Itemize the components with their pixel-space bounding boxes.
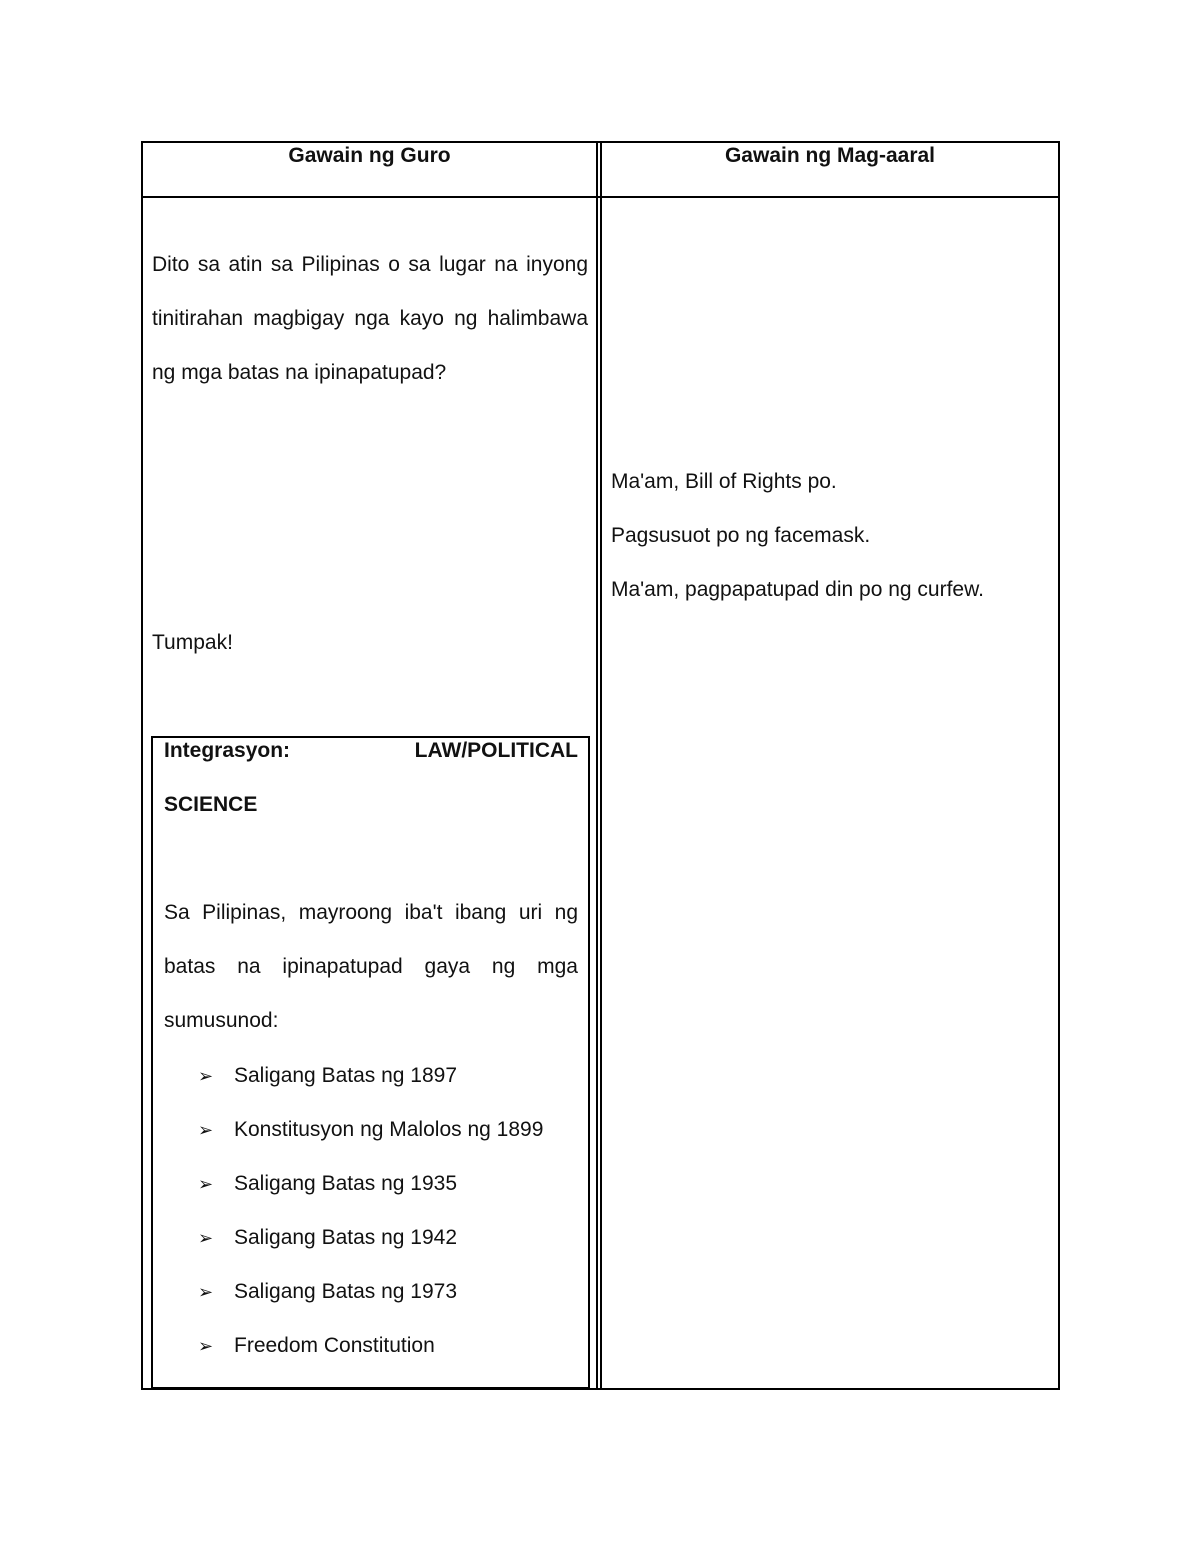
- integration-topic: LAW/POLITICAL: [414, 739, 578, 762]
- column-divider: [600, 141, 602, 1390]
- arrow-bullet-icon: ➢: [198, 1120, 214, 1140]
- header-teacher-activity: Gawain ng Guro: [288, 144, 451, 167]
- integration-title: [164, 724, 578, 832]
- integration-topic-cont: SCIENCE: [164, 793, 258, 816]
- header-student-activity: Gawain ng Mag-aaral: [724, 144, 936, 167]
- list-item: ➢ Konstitusyon ng Malolos ng 1899: [198, 1103, 543, 1157]
- student-answer-3: Ma'am, pagpapatupad din po ng curfew.: [611, 578, 984, 601]
- law-list: [198, 1049, 543, 1373]
- list-item: ➢ Saligang Batas ng 1935: [198, 1157, 543, 1211]
- arrow-bullet-icon: ➢: [198, 1228, 214, 1248]
- arrow-bullet-icon: ➢: [198, 1066, 214, 1086]
- arrow-bullet-icon: ➢: [198, 1282, 214, 1302]
- header-divider: [141, 196, 1060, 198]
- list-item: ➢ Saligang Batas ng 1942: [198, 1211, 543, 1265]
- arrow-bullet-icon: ➢: [198, 1174, 214, 1194]
- arrow-bullet-icon: ➢: [198, 1336, 214, 1356]
- student-answer-2: Pagsusuot po ng facemask.: [611, 524, 871, 547]
- teacher-question: Dito sa atin sa Pilipinas o sa lugar na inyong tinitirahan magbigay nga kayo ng halimbawa ng mga batas na ipinapatupad?: [152, 253, 588, 384]
- list-item: ➢ Freedom Constitution: [198, 1319, 543, 1373]
- student-answer-1: Ma'am, Bill of Rights po.: [611, 470, 837, 493]
- teacher-response: Tumpak!: [152, 631, 233, 654]
- column-divider: [596, 141, 598, 1390]
- integration-label: Integrasyon:: [164, 739, 291, 762]
- integration-intro: Sa Pilipinas, mayroong iba't ibang uri ng batas na ipinapatupad gaya ng mga sumusunod:: [164, 901, 578, 1032]
- list-item: ➢ Saligang Batas ng 1897: [198, 1049, 543, 1103]
- list-item: ➢ Saligang Batas ng 1973: [198, 1265, 543, 1319]
